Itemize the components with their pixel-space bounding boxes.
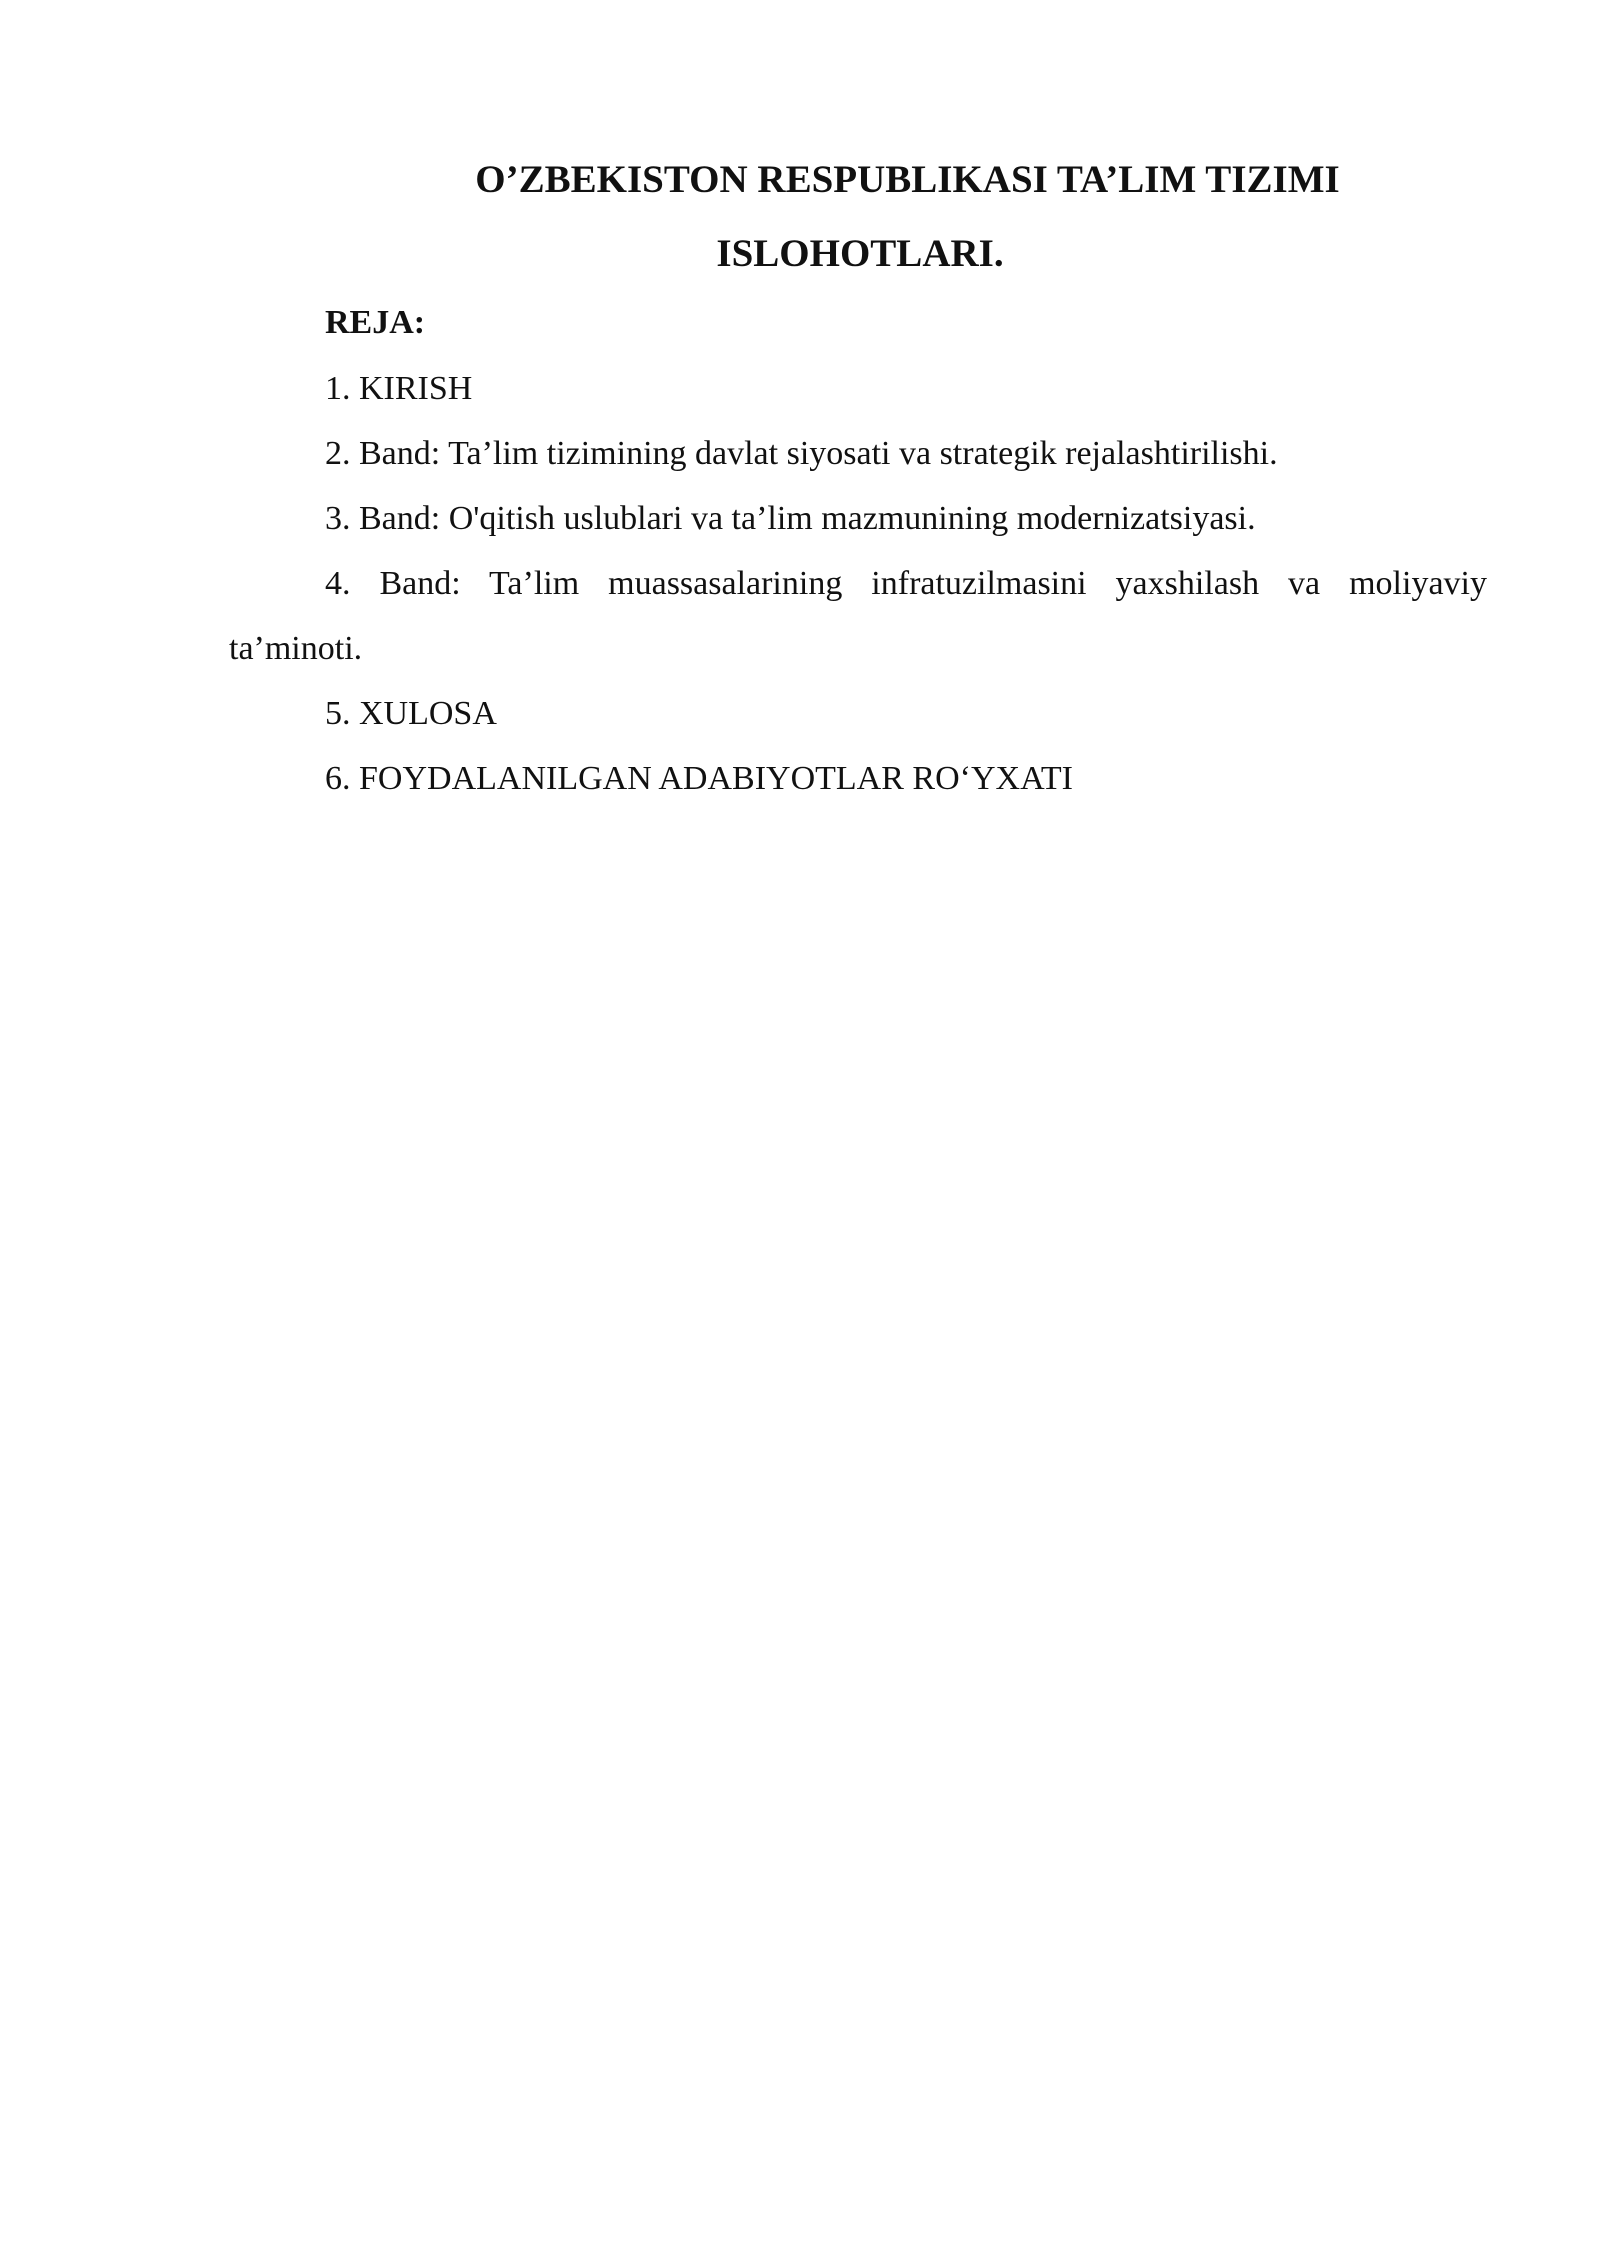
document-title-line-2: ISLOHOTLARI. <box>716 232 1004 275</box>
plan-item-4: 4. Band: Ta’lim muassasalarining infratuzilmasini yaxshilash va moliyaviy <box>325 565 1487 602</box>
plan-item-6: 6. FOYDALANILGAN ADABIYOTLAR RO‘YXATI <box>325 760 1073 797</box>
document-title-line-1: O’ZBEKISTON RESPUBLIKASI TA’LIM TIZIMI <box>475 158 1340 201</box>
plan-item-2: 2. Band: Ta’lim tizimining davlat siyosati va strategik rejalashtirilishi. <box>325 435 1278 472</box>
plan-heading: REJA: <box>325 304 426 341</box>
plan-item-5: 5. XULOSA <box>325 695 497 732</box>
plan-item-4-continuation: ta’minoti. <box>229 630 363 667</box>
plan-item-1: 1. KIRISH <box>325 370 473 407</box>
plan-item-3: 3. Band: O'qitish uslublari va ta’lim mazmunining modernizatsiyasi. <box>325 500 1256 537</box>
